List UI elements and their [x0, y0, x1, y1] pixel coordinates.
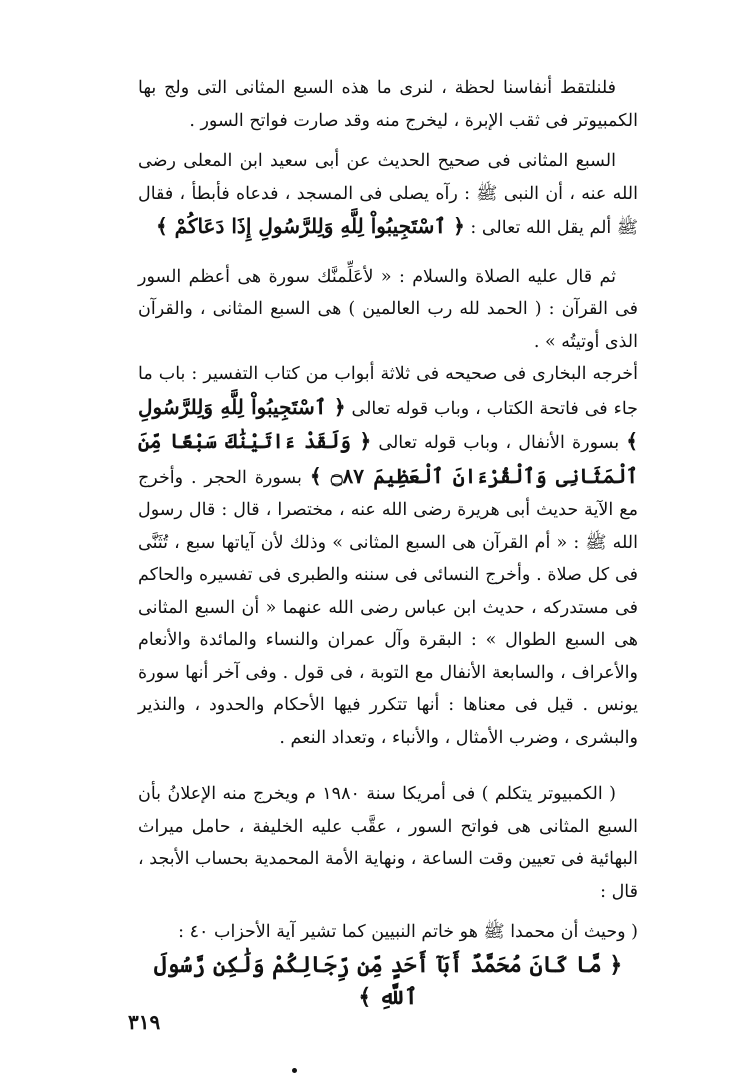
paragraph-intro: فلنلتقط أنفاسنا لحظة ، لنرى ما هذه السبع المثانى التى ولج بها الكمبيوتر فى ثقب الإبرة ، ليخرج منه وقد صارت فواتح السور .	[138, 78, 638, 131]
paragraph-ahzab-intro: ( وحيث أن محمدا ﷺ هو خاتم النبيين كما تشير آية الأحزاب ٤٠ :	[178, 922, 638, 942]
paragraph-takhrij	[138, 358, 638, 754]
quran-verse-anfal: ﴿ ٱسْتَجِيبُواْ لِلَّهِ وَلِلرَّسُولِ إِذَا دَعَاكُمْ ﴾	[155, 214, 465, 238]
page-body	[138, 72, 638, 1014]
paragraph-fatiha-hadith: ثم قال عليه الصلاة والسلام : « لأعَلِّمنَّك سورة هى أعظم السور فى القرآن : ( الحمد لله رب العالمين ) هى السبع المثانى ، والقرآن الذى أوتيتُه » .	[138, 266, 638, 352]
takhrij-text-c: بسورة الحجر . وأخرج مع الآية حديث أبى هريرة رضى الله عنه ، مختصرا ، قال : قال رسول الله ﷺ : « أم القرآن هى السبع المثانى » وذلك لأن آياتها سبع ، تُثَنَّى فى كل صلاة . وأخرج النسائى فى سننه والطبرى فى تفسيره والحاكم فى مستدركه ، حديث ابن عباس رضى الله عنهما « أن السبع المثانى هى السبع الطوال » : البقرة وآل عمران والنساء والمائدة والأنعام والأعراف ، والسابعة الأنفال مع التوبة ، فى قول . وفى آخر أنها سورة يونس . قيل فى معناها : أنها تتكرر فيها الأحكام والحدود ، والنذير والبشرى ، وضرب الأمثال ، والأنباء ، وتعداد النعم .	[138, 467, 638, 748]
takhrij-text-b: بسورة الأنفال ، وباب قوله تعالى	[378, 433, 620, 453]
paragraph-hadith-text: السبع المثانى فى صحيح الحديث عن أبى سعيد ابن المعلى رضى الله عنه ، أن النبى ﷺ : رآه يصلى فى المسجد ، فدعاه فأبطأ ، فقال ﷺ ألم يقل الله تعالى :	[138, 151, 638, 238]
quran-verse-anfal-2: ﴿ ٱسْتَجِيبُواْ لِلَّهِ وَلِلرَّسُولِ ﴾	[138, 394, 638, 453]
quran-verse-ahzab: ﴿ مَّا كَانَ مُحَمَّدٌ أَبَآ أَحَدٍ مِّن رِّجَالِكُمْ وَلَٰكِن رَّسُولَ ٱللَّهِ ﴾	[153, 951, 623, 1010]
quran-verse-hijr: ﴿ وَلَقَدْ ءَاتَيْنَٰكَ سَبْعًا مِّنَ ٱلْمَثَانِى وَٱلْقُرْءَانَ ٱلْعَظِيمَ ۝٨٧ ﴾	[138, 429, 638, 488]
paragraph-computer: ( الكمبيوتر يتكلم ) فى أمريكا سنة ١٩٨٠ م ويخرج منه الإعلانُ بأن السبع المثانى هى فواتح السور ، عقَّب عليه الخليفة ، حامل ميراث البهائية فى تعيين وقت الساعة ، ونهاية الأمة المحمدية بحساب الأبجد ، قال :	[138, 784, 638, 902]
paragraph-hadith-intro	[138, 145, 638, 245]
page-number: ٣١٩	[128, 1010, 161, 1034]
page-dot	[292, 1068, 297, 1073]
takhrij-text-a: أخرجه البخارى فى صحيحه فى ثلاثة أبواب من كتاب التفسير : باب ما جاء فى فاتحة الكتاب ، وباب قوله تعالى	[138, 364, 638, 419]
